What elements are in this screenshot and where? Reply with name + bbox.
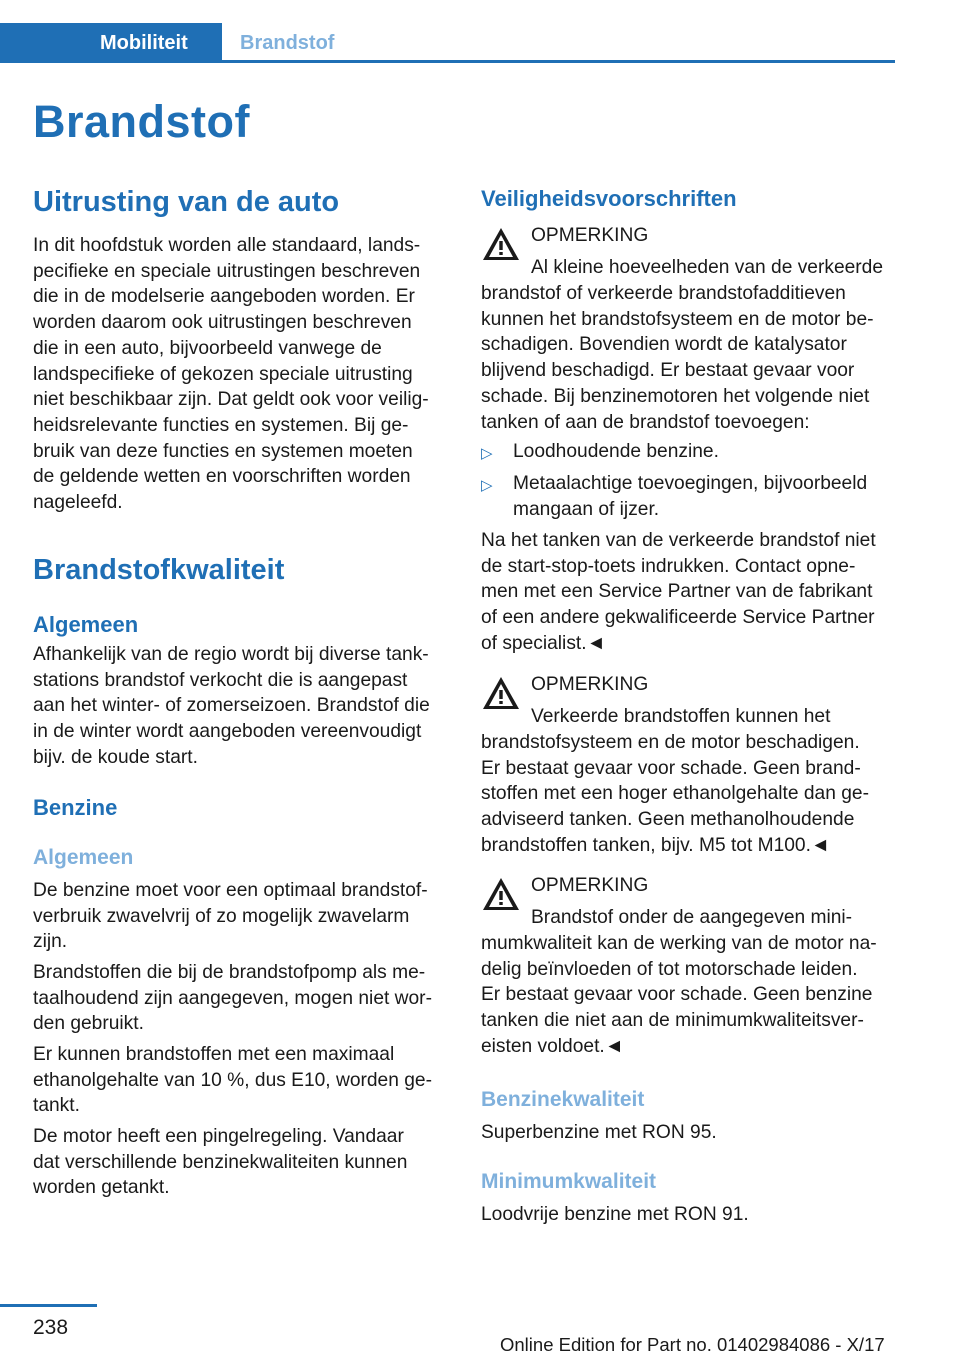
warning-1-title: OPMERKING: [531, 225, 649, 246]
warning-3-title: OPMERKING: [531, 875, 649, 896]
warning-1-after: Na het tanken van de verkeerde brandstof niet de start-stop-toets indrukken. Contact opne- men met een Service Partner van de fabrikant of een andere gekwalificeerde Service Partner of specialist.◄: [481, 530, 876, 654]
paragraph-min-quality: Loodvrije benzine met RON 91.: [481, 1204, 749, 1225]
tab-brandstof[interactable]: Brandstof: [240, 32, 335, 54]
warning-triangle-icon: [481, 675, 521, 711]
triangle-bullet-icon: ▷: [481, 445, 493, 462]
edition-note: Online Edition for Part no. 01402984086 - X/17: [500, 1334, 885, 1355]
header-rule: [0, 60, 895, 63]
tab-mobiliteit[interactable]: Mobiliteit: [0, 23, 222, 61]
heading-fuel-quality: Brandstofkwaliteit: [33, 554, 285, 586]
paragraph-benzine-4: De motor heeft een pingelregeling. Vandaar dat verschillende benzinekwaliteiten kunnen worden getankt.: [33, 1126, 408, 1199]
paragraph-benzine-3: Er kunnen brandstoffen met een maximaal ethanolgehalte van 10 %, dus E10, worden ge- tankt.: [33, 1044, 432, 1117]
warning-3-body: mumkwaliteit kan de werking van de motor na- delig beïnvloeden of tot motorschade leiden. Er bestaat gevaar voor schade. Geen benzine tanken die niet aan de minimumkwaliteitsver- eisten voldoet.◄: [481, 933, 877, 1057]
page-title: Brandstof: [33, 96, 250, 147]
warning-triangle-icon: [481, 876, 521, 912]
paragraph-general: Afhankelijk van de regio wordt bij diverse tank- stations brandstof verkocht die is aangepast aan het winter- of zomerseizoen. Brandstof die in de winter wordt aangeboden vereenvoudigt bijv. de koude start.: [33, 644, 430, 768]
heading-equipment: Uitrusting van de auto: [33, 186, 340, 218]
heading-safety: Veiligheidsvoorschriften: [481, 186, 737, 211]
warning-2-title: OPMERKING: [531, 674, 649, 695]
paragraph-benzine-1: De benzine moet voor een optimaal brandstof- verbruik zwavelvrij of zo mogelijk zwavelarm zijn.: [33, 880, 428, 953]
paragraph-benzine-quality: Superbenzine met RON 95.: [481, 1122, 717, 1143]
heading-benzine-quality: Benzinekwaliteit: [481, 1088, 645, 1111]
bullet-item-2: Metaalachtige toevoegingen, bijvoorbeeld mangaan of ijzer.: [513, 473, 868, 520]
triangle-bullet-icon: ▷: [481, 477, 493, 494]
paragraph-equipment: In dit hoofdstuk worden alle standaard, lands- pecifieke en speciale uitrustingen beschreven die in de modelserie aangeboden worden. Er worden daarom ook uitrustingen beschreven die in een auto, bijvoorbeeld vanwege de landspecifieke of gekozen speciale uitrusting niet beschikbaar zijn. Dat geldt ook voor veilig- heidsrelevante functies en systemen. Bij ge- bruik van deze functies en systemen moeten de geldende wetten en voorschriften worden nageleefd.: [33, 235, 429, 514]
warning-2-line-0: Verkeerde brandstoffen kunnen het: [531, 706, 831, 727]
page-number: 238: [33, 1316, 69, 1339]
warning-1-body: brandstof of verkeerde brandstofadditieven kunnen het brandstofsysteem en de motor be- schadigen. Bovendien wordt de katalysator blijvend beschadigd. Er bestaat gevaar voor schade. Bij benzinemotoren het volgende niet tanken of aan de brandstof toevoegen:: [481, 283, 874, 433]
warning-1-line-0: Al kleine hoeveelheden van de verkeerde: [531, 257, 884, 278]
heading-benzine: Benzine: [33, 795, 118, 820]
warning-triangle-icon: [481, 226, 521, 262]
warning-3-line-0: Brandstof onder de aangegeven mini-: [531, 907, 853, 928]
footer-rule: [0, 1304, 97, 1307]
heading-min-quality: Minimumkwaliteit: [481, 1170, 657, 1193]
heading-benzine-general: Algemeen: [33, 846, 134, 869]
warning-2-body: brandstofsysteem en de motor beschadigen. Er bestaat gevaar voor schade. Geen brand- stoffen met een hoger ethanolgehalte dan ge- adviseerd tanken. Geen methanolhoudende brandstoffen tanken, bijv. M5 tot M100.◄: [481, 732, 869, 856]
heading-general: Algemeen: [33, 612, 139, 637]
paragraph-benzine-2: Brandstoffen die bij de brandstofpomp als me- taalhoudend zijn aangegeven, mogen niet wor- den gebruikt.: [33, 962, 432, 1035]
bullet-item-1: Loodhoudende benzine.: [513, 441, 719, 462]
